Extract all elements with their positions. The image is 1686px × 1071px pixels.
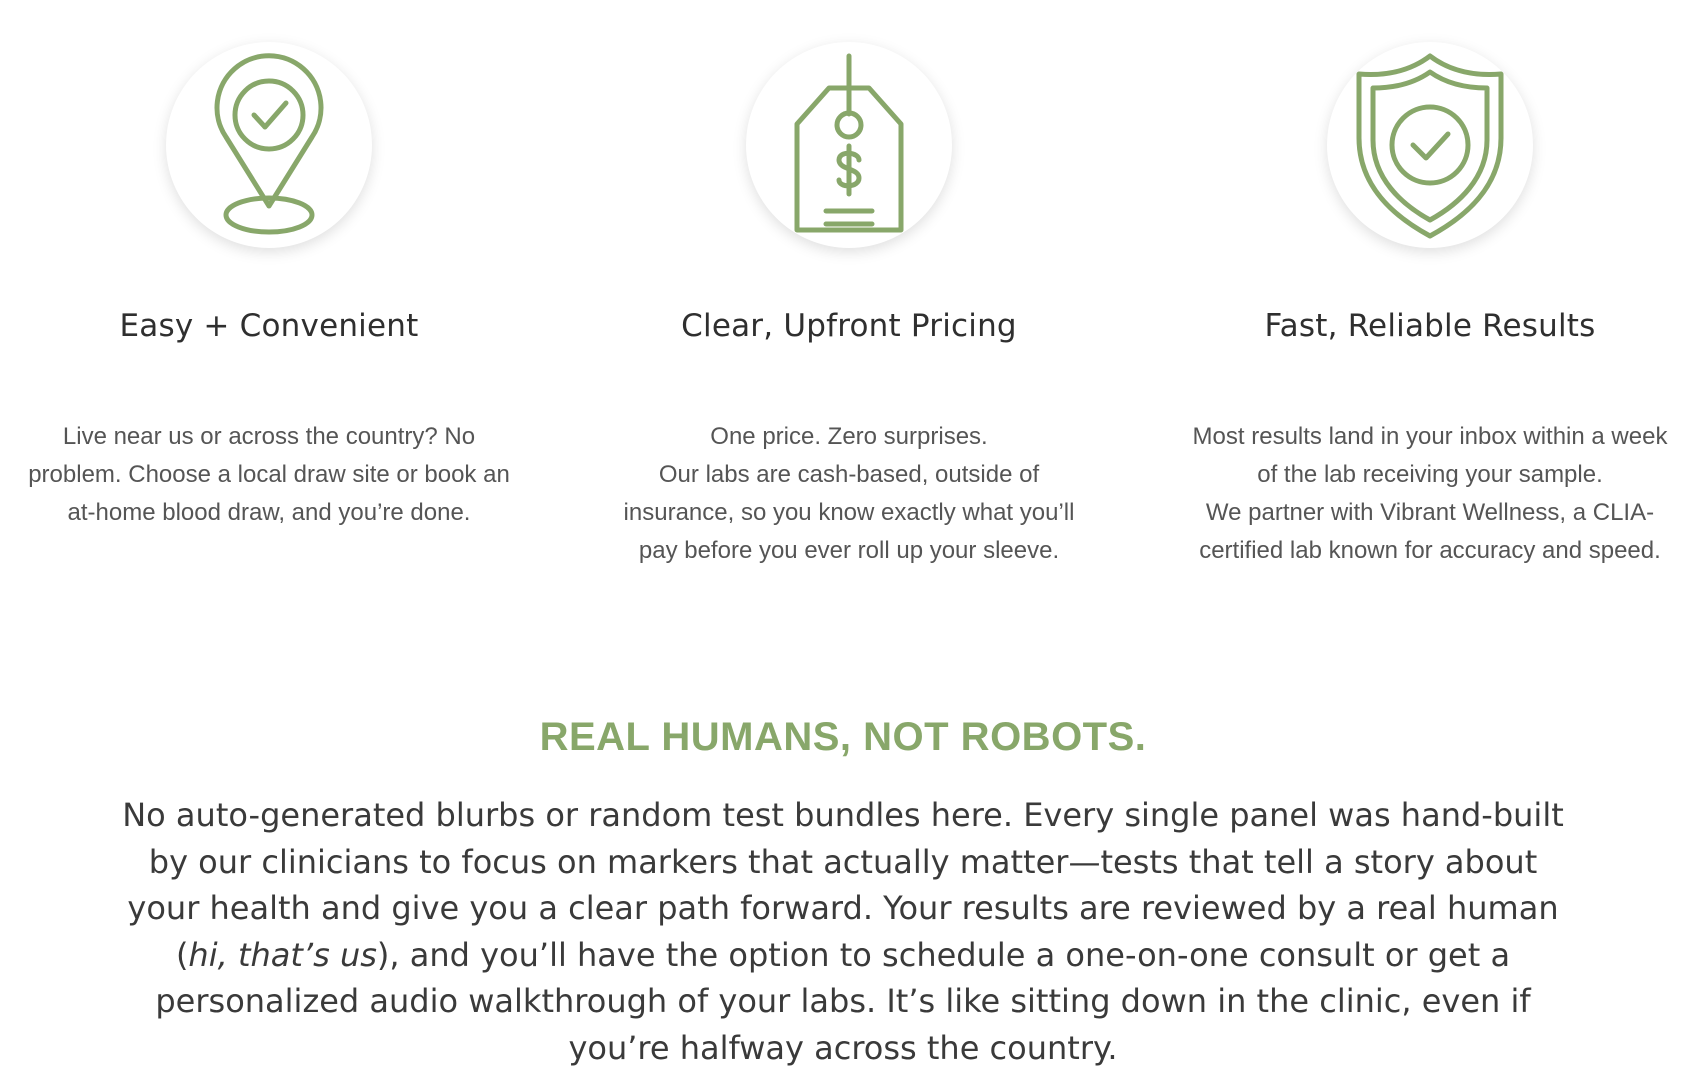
feature-title: Fast, Reliable Results [1264, 308, 1596, 344]
icon-circle [166, 42, 372, 248]
body-text: ), and you’ll have the option to schedule a one-on-one consult or get a personalized audio walkthrough of your labs. It’s like sitting down in the clinic, even if you’re halfway across the country. [155, 935, 1531, 1067]
feature-title: Easy + Convenient [119, 308, 419, 344]
description-line: of the lab receiving your sample. [1257, 461, 1603, 488]
feature-description [19, 418, 519, 532]
section-heading: REAL HUMANS, NOT ROBOTS. [539, 715, 1147, 759]
description-line: certified lab known for accuracy and speed. [1199, 537, 1661, 564]
description-line: Live near us or across the country? No [62, 423, 476, 450]
description-line: We partner with Vibrant Wellness, a CLIA- [1205, 499, 1655, 526]
location-pin-check-icon [166, 42, 372, 248]
description-line: at-home blood draw, and you’re done. [67, 499, 471, 526]
feature-title: Clear, Upfront Pricing [681, 308, 1017, 344]
description-line: insurance, so you know exactly what you’ll [623, 499, 1075, 526]
shield-check-icon [1327, 42, 1533, 248]
icon-circle [1327, 42, 1533, 248]
description-line: pay before you ever roll up your sleeve. [638, 537, 1060, 564]
feature-description [599, 418, 1099, 570]
description-line: Most results land in your inbox within a week [1192, 423, 1668, 450]
description-line: One price. Zero surprises. [710, 423, 988, 450]
feature-description [1180, 418, 1680, 570]
body-italic-text: hi, that’s us [188, 935, 377, 974]
description-line: problem. Choose a local draw site or book an [28, 461, 510, 488]
description-line: Our labs are cash-based, outside of [658, 461, 1040, 488]
icon-circle [746, 42, 952, 248]
price-tag-dollar-icon [746, 42, 952, 248]
section-body [118, 792, 1568, 1071]
body-text: No auto-generated blurbs or random test bundles here. Every single panel was hand-built by our clinicians to focus on markers that actually matter—tests that tell a story about your health and give you a clear path forward. Your results are reviewed by a real human ( [122, 796, 1564, 974]
